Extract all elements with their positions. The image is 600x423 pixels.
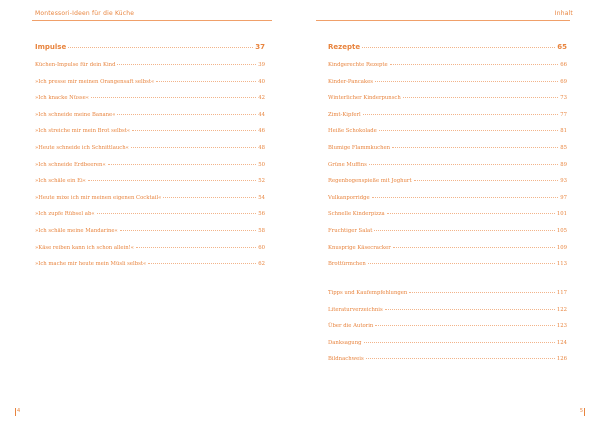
toc-entry-page: 101 xyxy=(556,211,567,218)
toc-entry-title: Brottürmchen xyxy=(328,261,366,268)
toc-entry-page: 39 xyxy=(258,62,265,68)
dot-leader xyxy=(390,64,559,65)
toc-entry-title: »Ich zupfe Rübsel ab« xyxy=(35,211,95,218)
section-heading[interactable] xyxy=(328,43,567,62)
toc-rezepte xyxy=(328,43,567,278)
dot-leader xyxy=(403,97,558,98)
toc-entry-title: Danksagung xyxy=(328,339,362,346)
toc-entry-title: »Ich schneide Erdbeeren« xyxy=(35,161,106,168)
toc-entry-title: Literaturverzeichnis xyxy=(328,306,383,313)
toc-entry-title: Knusprige Käsecracker xyxy=(328,244,391,251)
toc-entry[interactable] xyxy=(328,79,567,96)
dot-leader xyxy=(372,197,559,198)
toc-entry-title: »Ich presse mir meinen Orangensaft selbst« xyxy=(35,78,155,85)
toc-entry-title: Fruchtiger Salat xyxy=(328,227,373,234)
toc-entry-list xyxy=(35,62,265,278)
toc-impulse xyxy=(35,43,265,278)
toc-entry[interactable] xyxy=(328,145,567,162)
section-title: Rezepte xyxy=(328,43,361,51)
dot-leader xyxy=(363,114,559,115)
dot-leader xyxy=(131,147,256,148)
toc-entry-page: 44 xyxy=(258,111,265,118)
toc-entry-title: Heiße Schokolade xyxy=(328,128,377,135)
toc-entry-page: 105 xyxy=(556,227,567,234)
toc-entry[interactable] xyxy=(328,261,567,278)
dot-leader xyxy=(362,47,555,48)
toc-entry-page: 46 xyxy=(258,128,265,135)
toc-entry[interactable] xyxy=(35,245,265,262)
toc-entry[interactable] xyxy=(328,290,567,307)
toc-entry-page: 126 xyxy=(556,356,567,363)
toc-entry-title: Küchen-Impulse für dein Kind xyxy=(35,62,116,68)
toc-entry-page: 93 xyxy=(560,178,567,185)
toc-entry-page: 113 xyxy=(556,261,567,268)
dot-leader xyxy=(375,81,558,82)
toc-entry-title: Kindgerechte Rezepte xyxy=(328,62,388,68)
toc-entry-page: 124 xyxy=(556,339,567,346)
dot-leader xyxy=(409,292,555,293)
toc-entry[interactable] xyxy=(328,211,567,228)
section-heading[interactable] xyxy=(35,43,265,62)
dot-leader xyxy=(379,130,558,131)
dot-leader xyxy=(414,180,559,181)
right-page xyxy=(300,0,600,423)
toc-entry-title: Kinder-Pancakes xyxy=(328,78,373,85)
dot-leader xyxy=(368,263,555,264)
toc-entry[interactable] xyxy=(35,261,265,278)
toc-entry[interactable] xyxy=(328,340,567,357)
toc-entry-page: 122 xyxy=(556,306,567,313)
running-head: Montessori-Ideen für die Küche xyxy=(35,10,135,17)
dot-leader xyxy=(385,309,555,310)
dot-leader xyxy=(97,213,257,214)
toc-entry-title: »Ich schäle meine Mandarine« xyxy=(35,227,118,234)
toc-entry[interactable] xyxy=(35,79,265,96)
toc-entry[interactable] xyxy=(35,112,265,129)
toc-entry-title: Grüne Muffins xyxy=(328,161,367,168)
toc-entry-page: 50 xyxy=(258,161,265,168)
header-rule xyxy=(32,20,272,21)
toc-entry[interactable] xyxy=(35,211,265,228)
toc-entry-page: 109 xyxy=(556,244,567,251)
toc-entry-title: »Ich schäle ein Ei« xyxy=(35,178,86,185)
toc-entry[interactable] xyxy=(328,356,567,373)
dot-leader xyxy=(366,358,555,359)
dot-leader xyxy=(68,47,253,48)
toc-entry-page: 73 xyxy=(560,95,567,102)
toc-entry-page: 77 xyxy=(560,111,567,118)
toc-entry-title: »Ich schneide meine Banane« xyxy=(35,111,116,118)
dot-leader xyxy=(117,64,256,65)
toc-entry-page: 117 xyxy=(556,290,567,296)
toc-entry[interactable] xyxy=(328,245,567,262)
toc-entry-title: Tipps und Kaufempfehlungen xyxy=(328,290,408,296)
toc-entry-list xyxy=(328,290,567,373)
toc-entry[interactable] xyxy=(35,228,265,245)
toc-entry[interactable] xyxy=(328,307,567,324)
dot-leader xyxy=(120,230,256,231)
toc-entry-title: »Ich streiche mir mein Brot selbst« xyxy=(35,128,131,135)
toc-entry-page: 54 xyxy=(258,194,265,201)
toc-entry-page: 62 xyxy=(258,261,265,268)
page-number: 5 xyxy=(579,408,583,414)
toc-entry[interactable] xyxy=(328,62,567,79)
toc-entry[interactable] xyxy=(328,95,567,112)
toc-entry-page: 42 xyxy=(258,95,265,102)
dot-leader xyxy=(91,97,256,98)
toc-entry-list xyxy=(328,62,567,278)
toc-entry-title: Über die Autorin xyxy=(328,323,374,330)
toc-entry-title: Blumige Flammkuchen xyxy=(328,144,391,151)
toc-entry-page: 40 xyxy=(258,78,265,85)
toc-entry-title: Regenbogenspieße mit Joghurt xyxy=(328,178,412,185)
dot-leader xyxy=(132,130,256,131)
dot-leader xyxy=(364,342,555,343)
dot-leader xyxy=(393,247,555,248)
toc-entry[interactable] xyxy=(328,162,567,179)
toc-entry-title: »Käse reiben kann ich schon allein!« xyxy=(35,244,135,251)
toc-entry[interactable] xyxy=(35,128,265,145)
toc-entry-title: »Heute mixe ich mir meinen eigenen Cocktail« xyxy=(35,194,162,201)
toc-entry-page: 89 xyxy=(560,161,567,168)
toc-entry-page: 48 xyxy=(258,144,265,151)
toc-entry-title: Winterlicher Kinderpunsch xyxy=(328,95,401,102)
toc-entry-page: 66 xyxy=(560,62,567,68)
toc-entry[interactable] xyxy=(35,95,265,112)
toc-entry-page: 69 xyxy=(560,78,567,85)
toc-entry-page: 85 xyxy=(560,144,567,151)
toc-appendix xyxy=(328,290,567,373)
toc-entry[interactable] xyxy=(328,228,567,245)
toc-entry-title: »Ich knacke Nüsse« xyxy=(35,95,90,102)
toc-entry[interactable] xyxy=(35,195,265,212)
toc-entry-title: »Ich mache mir heute mein Müsli selbst« xyxy=(35,261,147,268)
dot-leader xyxy=(108,164,257,165)
toc-entry[interactable] xyxy=(35,62,265,79)
dot-leader xyxy=(163,197,256,198)
dot-leader xyxy=(136,247,256,248)
dot-leader xyxy=(117,114,256,115)
dot-leader xyxy=(392,147,558,148)
section-page: 37 xyxy=(255,43,265,51)
toc-entry-title: »Heute schneide ich Schnittlauch« xyxy=(35,144,129,151)
dot-leader xyxy=(375,325,555,326)
toc-entry-page: 58 xyxy=(258,227,265,234)
toc-entry-title: Schnelle Kinderpizza xyxy=(328,211,385,218)
toc-entry[interactable] xyxy=(328,323,567,340)
toc-entry[interactable] xyxy=(328,195,567,212)
toc-entry[interactable] xyxy=(328,112,567,129)
toc-entry-page: 60 xyxy=(258,244,265,251)
section-page: 65 xyxy=(557,43,567,51)
dot-leader xyxy=(156,81,256,82)
page-number: 4 xyxy=(17,408,21,414)
header-rule xyxy=(316,20,570,21)
toc-entry-title: Bildnachweis xyxy=(328,356,364,363)
toc-entry-title: Zimt-Kipferl xyxy=(328,111,361,118)
dot-leader xyxy=(369,164,558,165)
section-title: Impulse xyxy=(35,43,67,51)
toc-entry-page: 52 xyxy=(258,178,265,185)
toc-entry[interactable] xyxy=(328,128,567,145)
toc-entry[interactable] xyxy=(35,162,265,179)
toc-entry-page: 97 xyxy=(560,194,567,201)
dot-leader xyxy=(88,180,256,181)
running-head: Inhalt xyxy=(554,10,573,17)
toc-entry-page: 81 xyxy=(560,128,567,135)
toc-entry-title: Vulkanporridge xyxy=(328,194,370,201)
toc-entry-page: 123 xyxy=(556,323,567,330)
toc-entry[interactable] xyxy=(35,178,265,195)
dot-leader xyxy=(374,230,555,231)
toc-entry[interactable] xyxy=(35,145,265,162)
toc-entry[interactable] xyxy=(328,178,567,195)
dot-leader xyxy=(387,213,555,214)
dot-leader xyxy=(148,263,256,264)
toc-entry-page: 56 xyxy=(258,211,265,218)
